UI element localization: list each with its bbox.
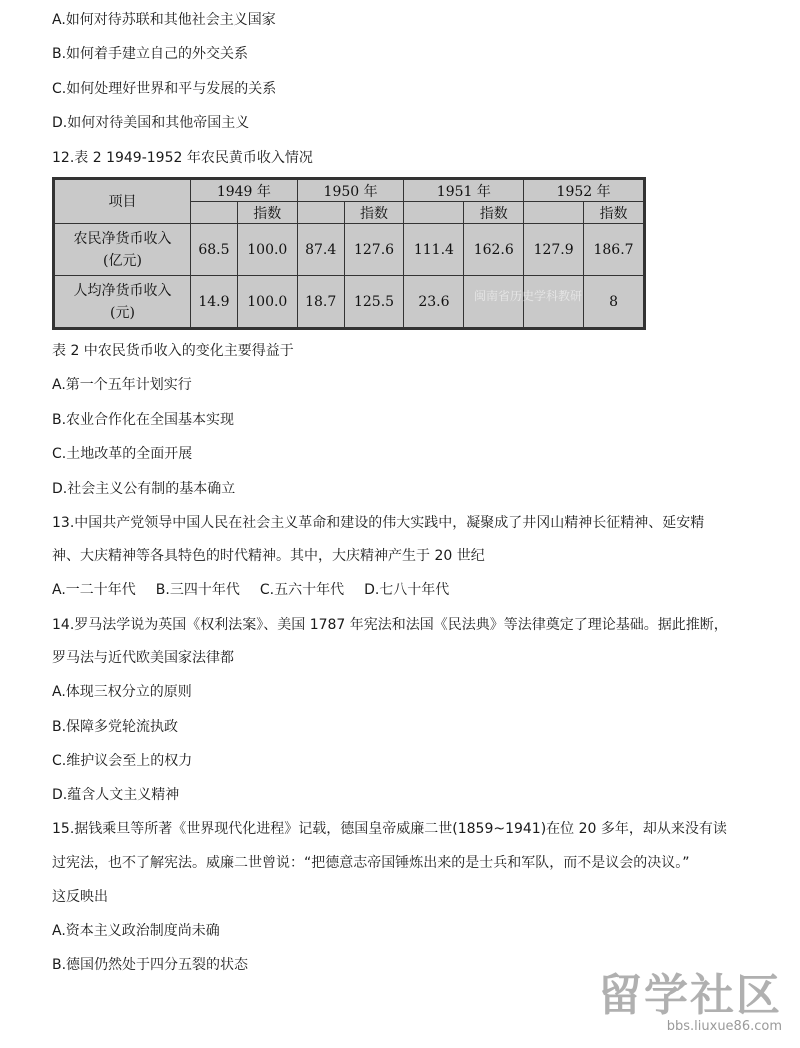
table-year-header: 1952 年 — [524, 180, 644, 202]
q11-option-b: B.如何着手建立自己的外交关系 — [52, 46, 249, 62]
table-index-header: 指数 — [344, 202, 404, 224]
row-label-line: 农民净货币收入 — [73, 230, 172, 247]
logo-url: bbs.liuxue86.com — [666, 1019, 782, 1034]
q12-option-a: A.第一个五年计划实行 — [52, 377, 192, 393]
row-label-line: 人均净货币收入 — [73, 282, 172, 299]
table-cell: 111.4 — [404, 224, 464, 276]
q14-option-b: B.保障多党轮流执政 — [52, 719, 179, 735]
q13-stem-line1: 13.中国共产党领导中国人民在社会主义革命和建设的伟大实践中，凝聚成了井冈山精神长征精神、延安精 — [52, 515, 705, 531]
q13-stem-line2: 神、大庆精神等各具特色的时代精神。其中，大庆精神产生于 20 世纪 — [52, 548, 485, 564]
table-index-header: 指数 — [464, 202, 524, 224]
q15-stem-line2: 过宪法，也不了解宪法。威廉二世曾说：“把德意志帝国锤炼出来的是士兵和军队，而不是议会的决议。” — [52, 855, 690, 871]
q12-option-d: D.社会主义公有制的基本确立 — [52, 481, 236, 497]
table-cell — [297, 202, 344, 224]
table-cell: 18.7 — [297, 276, 344, 328]
q15-stem-line1: 15.据钱乘旦等所著《世界现代化进程》记载，德国皇帝威廉二世(1859~1941)在位 20 多年，却从来没有读 — [52, 821, 727, 837]
table-year-header: 1950 年 — [297, 180, 404, 202]
table-index-header: 指数 — [584, 202, 644, 224]
table-cell: 23.6 — [404, 276, 464, 328]
table-cell: 87.4 — [297, 224, 344, 276]
row-label-unit: (亿元) — [103, 252, 142, 269]
table-row-label — [55, 224, 191, 276]
table-item-header: 项目 — [55, 180, 191, 224]
q12-option-b: B.农业合作化在全国基本实现 — [52, 412, 235, 428]
q14-stem-line2: 罗马法与近代欧美国家法律都 — [52, 650, 234, 666]
q13-option-a: A.一二十年代 — [52, 582, 136, 598]
q13-option-d: D.七八十年代 — [364, 582, 450, 598]
q13-option-c: C.五六十年代 — [259, 582, 345, 598]
q13-option-b: B.三四十年代 — [155, 582, 240, 598]
logo-title: 留学社区 — [598, 970, 782, 1021]
table-index-header: 指数 — [237, 202, 297, 224]
q12-option-c: C.土地改革的全面开展 — [52, 446, 193, 462]
q15-option-b: B.德国仍然处于四分五裂的状态 — [52, 957, 249, 973]
table-cell: 8 — [584, 276, 644, 328]
q14-stem-line1: 14.罗马法学说为英国《权利法案》、美国 1787 年宪法和法国《民法典》等法律奠定了理论基础。据此推断， — [52, 617, 728, 633]
q14-option-a: A.体现三权分立的原则 — [52, 684, 192, 700]
table-cell: 162.6 — [464, 224, 524, 276]
table-cell: 127.9 — [524, 224, 584, 276]
table-cell: 127.6 — [344, 224, 404, 276]
table-year-header: 1951 年 — [404, 180, 524, 202]
q11-option-c: C.如何处理好世界和平与发展的关系 — [52, 81, 277, 97]
table-cell: 68.5 — [191, 224, 238, 276]
q15-option-a: A.资本主义政治制度尚未确 — [52, 923, 220, 939]
table-row — [55, 224, 644, 276]
table-cell: 125.5 — [344, 276, 404, 328]
table-cell — [191, 202, 238, 224]
table-year-header: 1949 年 — [191, 180, 298, 202]
table-cell: 100.0 — [237, 224, 297, 276]
row-label-unit: (元) — [110, 304, 135, 321]
table-row-label — [55, 276, 191, 328]
site-logo — [598, 970, 782, 1034]
table-cell — [404, 202, 464, 224]
q12-caption: 12.表 2 1949-1952 年农民黄币收入情况 — [52, 150, 313, 166]
q15-stem-line3: 这反映出 — [52, 889, 108, 905]
table-watermark: 闽南省历史学科教研 — [474, 289, 583, 303]
table-cell — [524, 202, 584, 224]
table-cell: 100.0 — [237, 276, 297, 328]
q11-option-a: A.如何对待苏联和其他社会主义国家 — [52, 12, 276, 28]
income-table — [52, 177, 646, 330]
q11-option-d: D.如何对待美国和其他帝国主义 — [52, 115, 250, 131]
table-cell: 186.7 — [584, 224, 644, 276]
q14-option-d: D.蕴含人文主义精神 — [52, 787, 180, 803]
q14-option-c: C.维护议会至上的权力 — [52, 753, 193, 769]
table-cell: 14.9 — [191, 276, 238, 328]
q13-options — [52, 580, 469, 600]
q12-stem: 表 2 中农民货币收入的变化主要得益于 — [52, 343, 294, 359]
